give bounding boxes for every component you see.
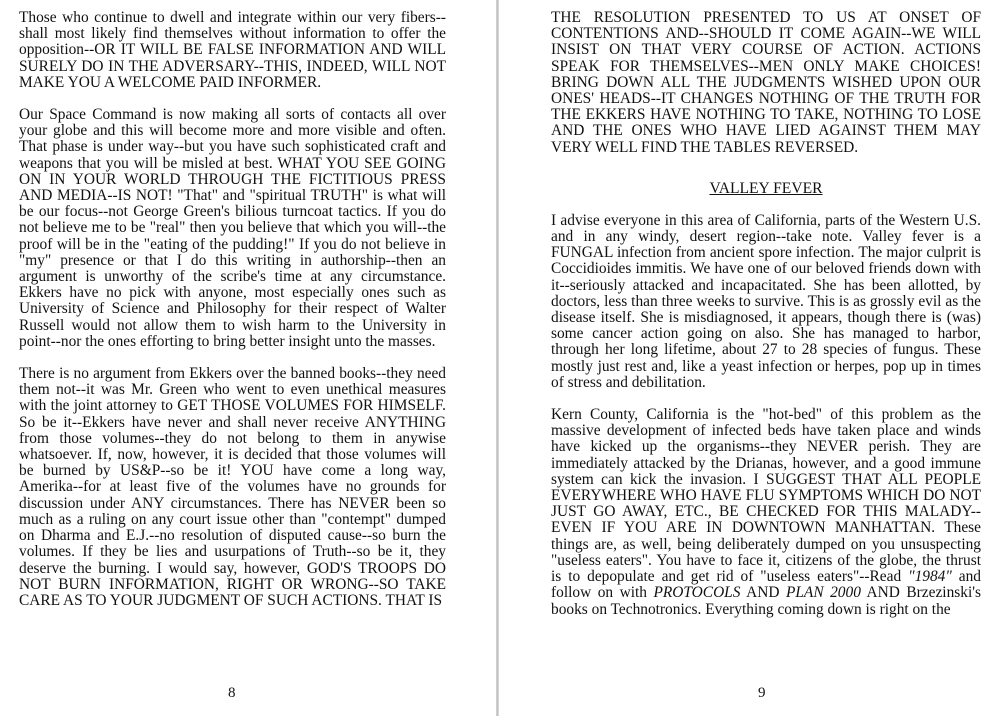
text-run: AND Brzezinski's books on Technotronics. Everything coming down is right on the — [551, 584, 981, 618]
text-run: AND — [740, 584, 786, 602]
left-page — [0, 0, 498, 716]
right-paragraph-3 — [551, 407, 981, 618]
right-paragraph-1: THE RESOLUTION PRESENTED TO US AT ONSET OF CONTENTIONS AND--SHOULD IT COME AGAIN--WE WILL INSIST ON THAT VERY COURSE OF ACTION. ACTIONS SPEAK FOR THEMSELVES--MEN ONLY MAKE CHOICES! BRING DOWN ALL THE JUDGMENTS WISHED UPON OUR ONES' HEADS--IT CHANGES NOTHING OF THE TRUTH FOR THE EKKERS HAVE NOTHING TO TAKE, NOTHING TO LOSE AND THE ONES WHO HAVE LIED AGAINST THEM MAY VERY WELL FIND THE TABLES REVERSED. — [551, 9, 981, 156]
italic-title-1984: "1984" — [908, 568, 952, 586]
text-run: Kern County, California is the "hot-bed" of this problem as the massive development of infected beds have taken place and winds have kicked up the organisms--they NEVER perish. They are immediately attacked by the Drianas, however, and a good immune system can kick the invasion. I SUGGEST THAT ALL PEOPLE EVERYWHERE WHO HAVE FLU SYMPTOMS WHICH DO NOT JUST GO AWAY, ETC., BE CHECKED FOR THIS MALADY--EVEN IF YOU ARE IN DOWNTOWN MANHATTAN. These things are, as well, being deliberately dumped on you unsuspecting "useless eaters". You have to face it, citizens of the globe, the thrust is to depopulate and get rid of "useless eaters"--Read — [551, 406, 981, 586]
section-heading-text: VALLEY FEVER — [709, 179, 823, 197]
left-paragraph-3: There is no argument from Ekkers over the banned books--they need them not--it was Mr. Green who went to even unethical measures with the joint attorney to GET THOSE VOLUMES FOR HIMSELF. So be it--Ekkers have never and shall never receive ANYTHING from those volumes--they do not belong to them in anywise whatsoever. If, now, however, it is decided that those volumes will be burned by US&P--so be it! YOU have come a long way, Amerika--for at least five of the volumes have no grounds for discussion under ANY circumstances. There has NEVER been so much as a ruling on any court issue other than "contempt" dumped on Dharma and E.J.--no resolution of disputed cause--so burn the volumes. If they be lies and usurpations of Truth--so be it, they deserve the burning. I would say, however, GOD'S TROOPS DO NOT BURN INFORMATION, RIGHT OR WRONG--SO TAKE CARE AS TO YOUR JUDGMENT OF SUCH ACTIONS. THAT IS — [19, 365, 446, 609]
left-paragraph-2: Our Space Command is now making all sorts of contacts all over your globe and this will become more and more visible and often. That phase is under way--but you have such sophisticated craft and weapons that you will be misled at best. WHAT YOU SEE GOING ON IN YOUR WORLD THROUGH THE FICTITIOUS PRESS AND MEDIA--IS NOT! "That" and "spiritual TRUTH" is what will be our focus--not George Green's bilious turncoat tactics. If you do not believe me to be "real" then you believe that which you will--the proof will be in the "eating of the pudding!" If you do not believe in "my" presence or that I do this writing in authorship--then an argument is unworthy of the scribe's time at any circumstance. Ekkers have no pick with anyone, most especially ones such as University of Science and Philosophy for their respect of Walter Russell would not allow them to wish harm to the University in point--nor the ones efforting to bring better insight unto the masses. — [19, 106, 446, 350]
italic-title-plan-2000: PLAN 2000 — [785, 584, 861, 602]
italic-title-protocols: PROTOCOLS — [653, 584, 741, 602]
page-number-left: 8 — [228, 685, 236, 701]
left-paragraph-1: Those who continue to dwell and integrate within our very fibers--shall most likely find themselves without information to offer the opposition--OR IT WILL BE FALSE INFORMATION AND WILL SURELY DO IN THE ADVERSARY--THIS, INDEED, WILL NOT MAKE YOU A WELCOME PAID INFORMER. — [19, 9, 446, 91]
page-number-right: 9 — [758, 685, 766, 701]
text-run: and follow on with — [551, 568, 981, 602]
book-gutter — [496, 0, 499, 716]
right-paragraph-2: I advise everyone in this area of California, parts of the Western U.S. and in any windy, desert region--take note. Valley fever is a FUNGAL infection from ancient spore infection. The major culprit is Coccidioides immitis. We have one of our beloved friends down with it--seriously attacked and incapacitated. She has been allotted, by doctors, less than three weeks to survive. This is as grossly evil as the disease itself. She is misdiagnosed, it appears, though there is (was) some cancer action going on also. She has managed to harbor, through her long lifetime, about 27 to 28 species of fungus. These mostly just rest and, like a yeast infection or herpes, pop up in times of stress and debilitation. — [551, 211, 981, 391]
right-page — [500, 0, 1001, 716]
section-heading — [551, 180, 981, 197]
